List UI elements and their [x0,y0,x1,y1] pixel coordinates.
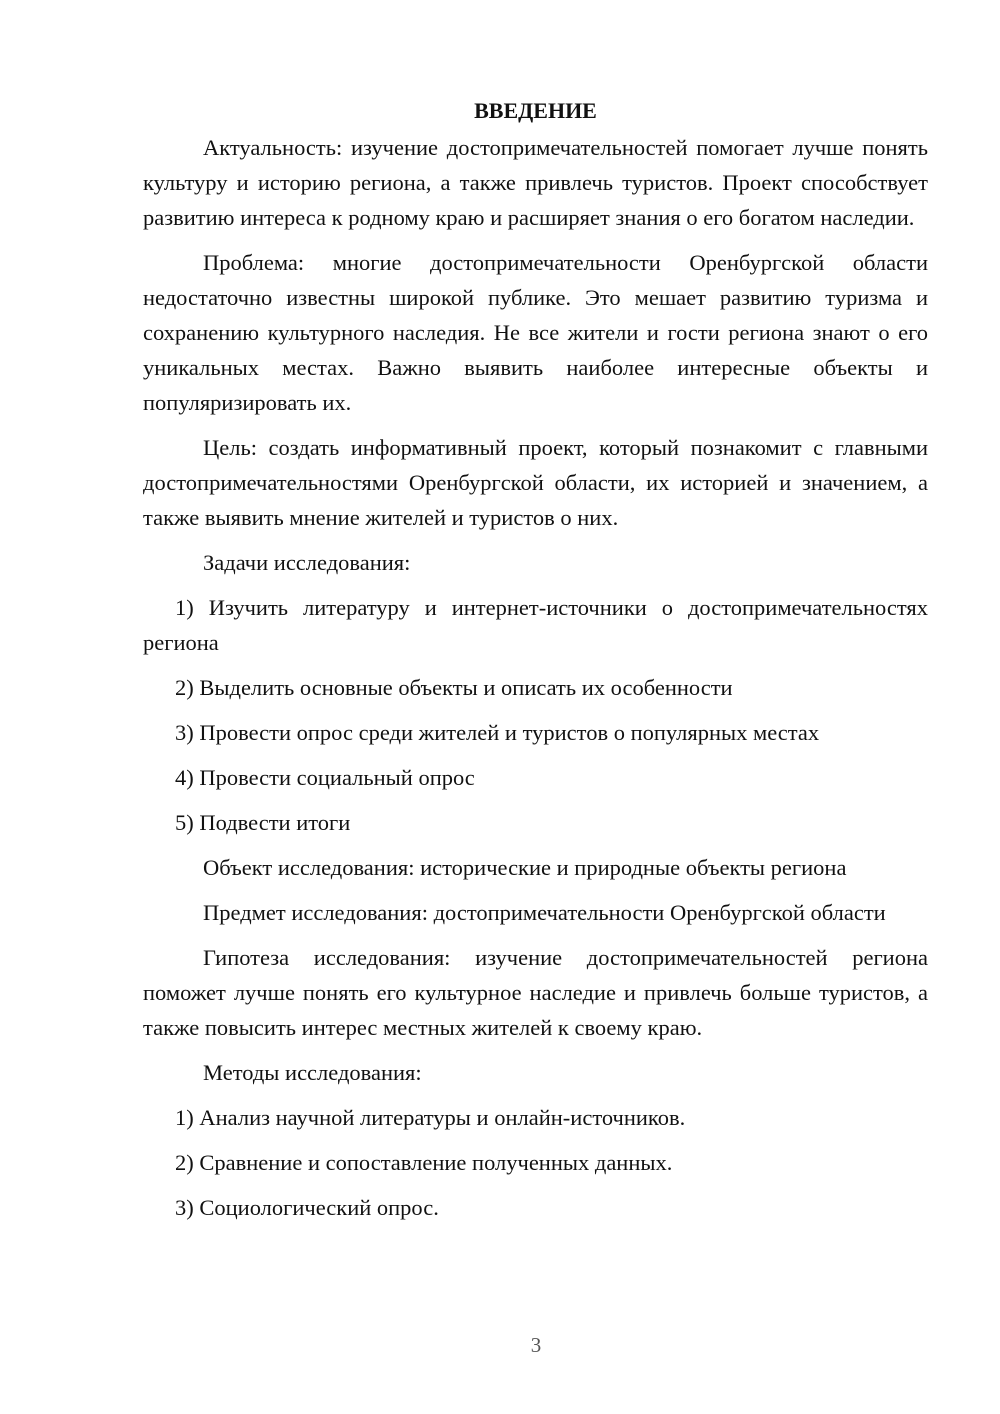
method-item-3: 3) Социологический опрос. [175,1195,439,1220]
task-item-2: 2) Выделить основные объекты и описать их особенности [175,675,733,700]
task-item-5: 5) Подвести итоги [175,810,351,835]
problem-paragraph: Проблема: многие достопримечательности Оренбургской области недостаточно известны широкой публике. Это мешает развитию туризма и сохранению культурного наследия. Не все жители и гости региона знают о его уникальных местах. Важно выявить наиболее интересные объекты и популяризировать их. [143,250,928,415]
relevance-paragraph: Актуальность: изучение достопримечательностей помогает лучше понять культуру и историю региона, а также привлечь туристов. Проект способствует развитию интереса к родному краю и расширяет знания о его богатом наследии. [143,135,928,230]
task-item-3: 3) Провести опрос среди жителей и туристов о популярных местах [175,720,820,745]
hypothesis-paragraph: Гипотеза исследования: изучение достопримечательностей региона поможет лучше понять его культурное наследие и привлечь больше туристов, а также повысить интерес местных жителей к своему краю. [143,945,928,1040]
page-number: 3 [530,1333,542,1357]
page-content [143,93,928,1235]
method-item-2: 2) Сравнение и сопоставление полученных данных. [175,1150,673,1175]
goal-paragraph: Цель: создать информативный проект, который познакомит с главными достопримечательностями Оренбургской области, их историей и значением, а также выявить мнение жителей и туристов о них. [143,435,928,530]
section-heading: ВВЕДЕНИЕ [474,98,597,123]
task-item-1: 1) Изучить литературу и интернет-источники о достопримечательностях региона [143,595,928,655]
tasks-heading: Задачи исследования: [203,550,411,575]
object-paragraph: Объект исследования: исторические и природные объекты региона [203,855,847,880]
methods-heading: Методы исследования: [203,1060,422,1085]
subject-paragraph: Предмет исследования: достопримечательности Оренбургской области [203,900,886,925]
task-item-4: 4) Провести социальный опрос [175,765,475,790]
method-item-1: 1) Анализ научной литературы и онлайн-источников. [175,1105,686,1130]
